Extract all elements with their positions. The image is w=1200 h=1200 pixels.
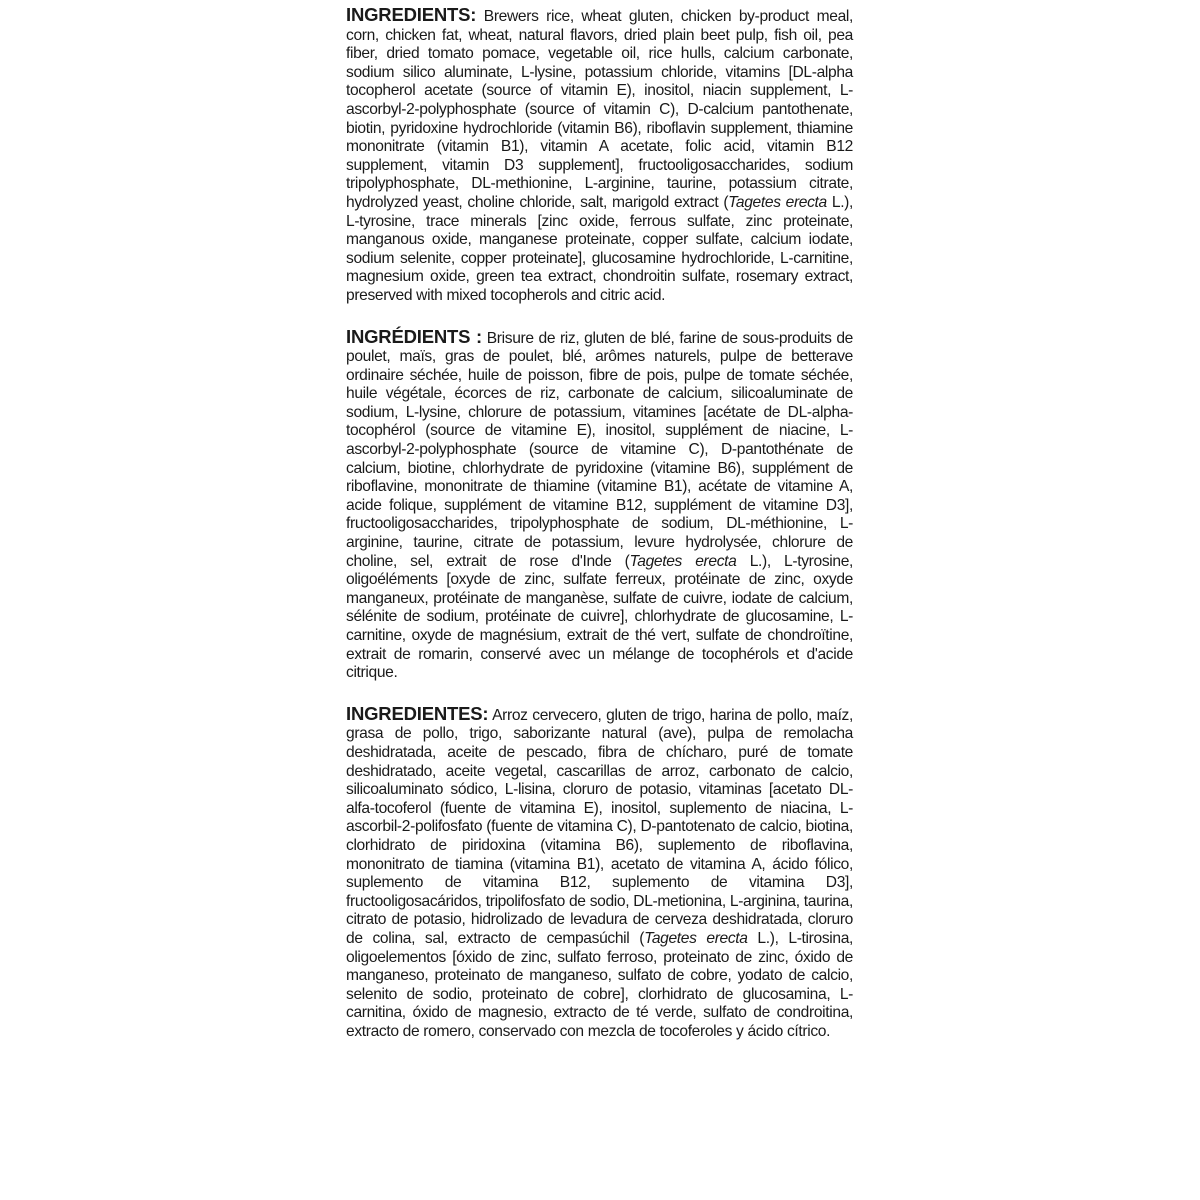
ingredients-french <box>346 325 854 683</box>
ingredients-spanish <box>346 702 854 1042</box>
scientific-name-english: Tagetes erecta <box>728 193 827 211</box>
ingredients-text-spanish-part2: L.), L-tirosina, oligoelementos [óxido de zinc, sulfato ferroso, proteinato de zinc, óxido de manganeso, proteinato de manganeso, sulfato de cobre, yodato de calcio, selenito de sodio, proteinato de cobre], clorhidrato de glucosamina, L-carnitina, óxido de magnesio, extracto de té verde, sulfato de condroitina, extracto de romero, conservado con mezcla de tocoferoles y ácido cítrico. <box>346 929 854 1040</box>
scientific-name-spanish: Tagetes erecta <box>644 929 748 947</box>
scientific-name-french: Tagetes erecta <box>629 552 737 570</box>
ingredients-text-english-part2: L.), L-tyrosine, trace minerals [zinc oxide, ferrous sulfate, zinc proteinate, manganous oxide, manganese proteinate, copper sulfate, calcium iodate, sodium selenite, copper proteinate], glucosamine hydrochloride, L-carnitine, magnesium oxide, green tea extract, chondroitin sulfate, rosemary extract, preserved with mixed tocopherols and citric acid. <box>346 193 853 304</box>
ingredients-text-french-part2: L.), L-tyrosine, oligoéléments [oxyde de zinc, sulfate ferreux, protéinate de zinc, oxyde manganeux, protéinate de manganèse, sulfate de cuivre, iodate de calcium, sélénite de sodium, protéinate de cuivre], chlorhydrate de glucosamine, L-carnitine, oxyde de magnésium, extrait de thé vert, sulfate de chondroïtine, extrait de romarin, conservé avec un mélange de tocophérols et d'acide citrique. <box>346 552 854 682</box>
ingredients-text-french-part1: Brisure de riz, gluten de blé, farine de sous-produits de poulet, maïs, gras de poulet, blé, arômes naturels, pulpe de betterave ordinaire séchée, huile de poisson, fibre de pois, pulpe de tomate séchée, huile végétale, écorces de riz, carbonate de calcium, silicoaluminate de sodium, L-lysine, chlorure de potassium, vitamines [acétate de DL-alpha-tocophérol (source de vitamine E), inositol, supplément de niacine, L-ascorbyl-2-polyphosphate (source de vitamine C), D-pantothénate de calcium, biotine, chlorhydrate de pyridoxine (vitamine B6), supplément de riboflavine, mononitrate de thiamine (vitamine B1), acétate de vitamine A, acide folique, supplément de vitamine B12, supplément de vitamine D3], fructooligosaccharides, tripolyphosphate de sodium, DL-méthionine, L-arginine, taurine, citrate de potassium, levure hydrolysée, chlorure de choline, sel, extrait de rose d'Inde ( <box>346 329 853 570</box>
ingredients-label <box>346 6 853 1196</box>
ingredients-heading-english: INGREDIENTS: <box>346 4 477 25</box>
ingredients-heading-french: INGRÉDIENTS : <box>346 325 482 347</box>
ingredients-heading-spanish: INGREDIENTES: <box>346 702 489 724</box>
ingredients-english <box>346 6 853 306</box>
ingredients-text-spanish-part1: Arroz cervecero, gluten de trigo, harina de pollo, maíz, grasa de pollo, trigo, saborizante natural (ave), pulpa de remolacha deshidratada, aceite de pescado, fibra de chícharo, puré de tomate deshidratado, aceite vegetal, cascarillas de arroz, carbonato de calcio, silicoaluminato sódico, L-lisina, cloruro de potasio, vitaminas [acetato DL-alfa-tocoferol (fuente de vitamina E), inositol, suplemento de niacina, L-ascorbil-2-polifosfato (fuente de vitamina C), D-pantotenato de calcio, biotina, clorhidrato de piridoxina (vitamina B6), suplemento de riboflavina, mononitrato de tiamina (vitamina B1), acetato de vitamina A, ácido fólico, suplemento de vitamina B12, suplemento de vitamina D3], fructooligosacáridos, tripolifosfato de sodio, DL-metionina, L-arginina, taurina, citrato de potasio, hidrolizado de levadura de cerveza deshidratada, cloruro de colina, sal, extracto de cempasúchil ( <box>346 706 853 947</box>
ingredients-text-english-part1: Brewers rice, wheat gluten, chicken by-product meal, corn, chicken fat, wheat, natural flavors, dried plain beet pulp, fish oil, pea fiber, dried tomato pomace, vegetable oil, rice hulls, calcium carbonate, sodium silico aluminate, L-lysine, potassium chloride, vitamins [DL-alpha tocopherol acetate (source of vitamin E), inositol, niacin supplement, L-ascorbyl-2-polyphosphate (source of vitamin C), D-calcium pantothenate, biotin, pyridoxine hydrochloride (vitamin B6), riboflavin supplement, thiamine mononitrate (vitamin B1), vitamin A acetate, folic acid, vitamin B12 supplement, vitamin D3 supplement], fructooligosaccharides, sodium tripolyphosphate, DL-methionine, L-arginine, taurine, potassium citrate, hydrolyzed yeast, choline chloride, salt, marigold extract ( <box>346 8 853 211</box>
